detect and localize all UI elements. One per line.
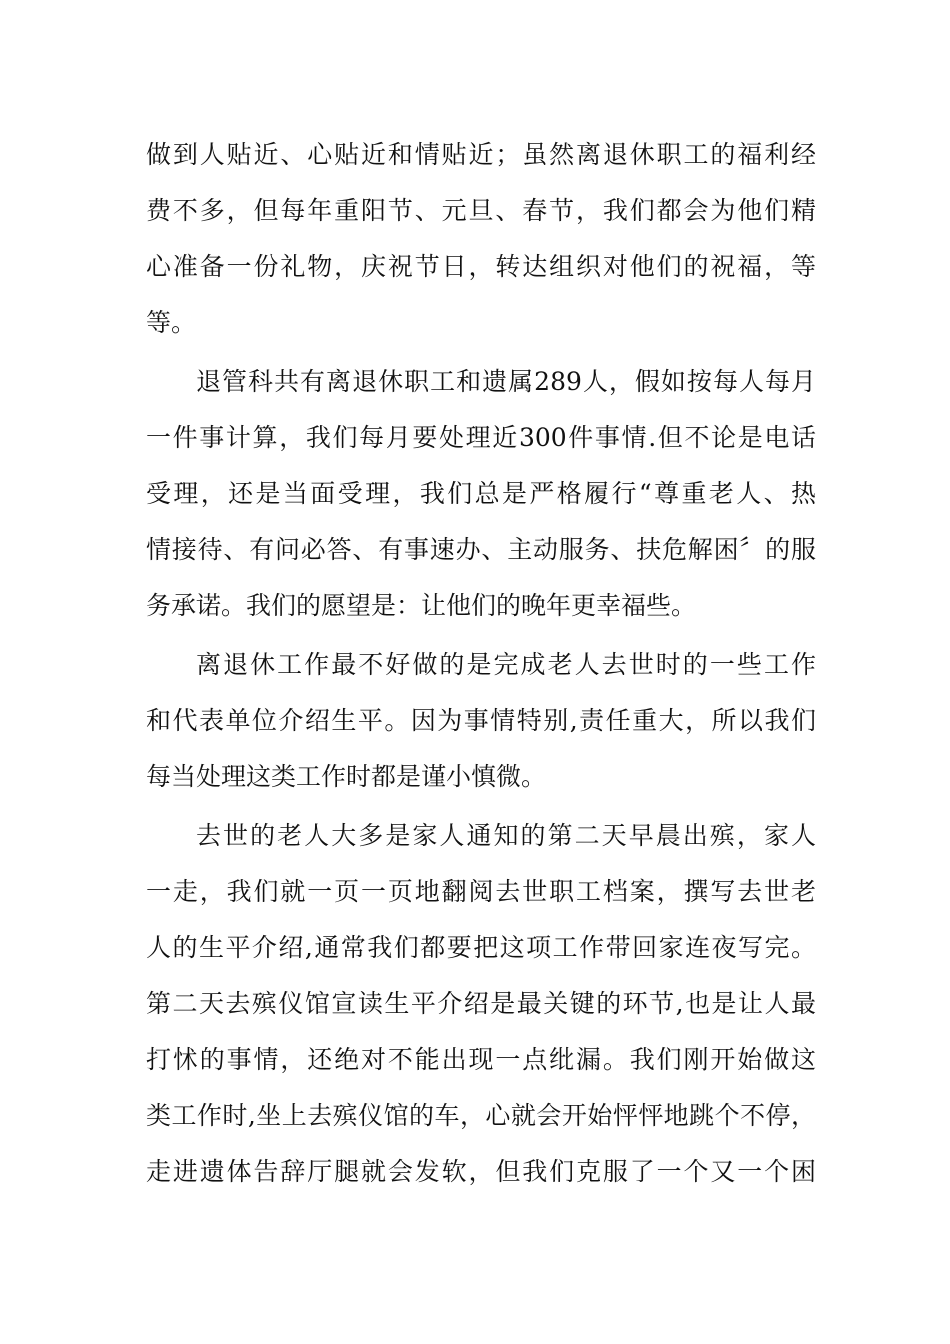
text-line: 和代表单位介绍生平。因为事情特别,责任重大，所以我们 xyxy=(146,706,816,735)
text-line: 打怵的事情，还绝对不能出现一点纰漏。我们刚开始做这 xyxy=(146,1045,816,1074)
text-line: 一件事计算，我们每月要处理近300件事情.但不论是电话 xyxy=(146,423,816,452)
text-line: 第二天去殡仪馆宣读生平介绍是最关键的环节,也是让人最 xyxy=(146,989,816,1018)
text-line: 每当处理这类工作时都是谨小慎微。 xyxy=(146,762,547,791)
text-line: 费不多，但每年重阳节、元旦、春节，我们都会为他们精 xyxy=(146,196,816,225)
text-line: 人的生平介绍,通常我们都要把这项工作带回家连夜写完。 xyxy=(146,933,816,962)
paragraph-first-line: 离退休工作最不好做的是完成老人去世时的一些工作 xyxy=(196,650,816,679)
text-line: 务承诺。我们的愿望是：让他们的晚年更幸福些。 xyxy=(146,591,697,620)
text-line: 心准备一份礼物，庆祝节日，转达组织对他们的祝福，等 xyxy=(146,252,816,281)
text-line: 做到人贴近、心贴近和情贴近；虽然离退休职工的福利经 xyxy=(146,140,816,169)
text-line: 情接待、有问必答、有事速办、主动服务、扶危解困〞的服 xyxy=(146,535,816,564)
text-line: 一走，我们就一页一页地翻阅去世职工档案，撰写去世老 xyxy=(146,877,816,906)
paragraph-first-line: 退管科共有离退休职工和遗属289人，假如按每人每月 xyxy=(196,367,816,396)
text-line: 类工作时,坐上去殡仪馆的车，心就会开始怦怦地跳个不停， xyxy=(146,1101,816,1130)
text-line: 走进遗体告辞厅腿就会发软，但我们克服了一个又一个困 xyxy=(146,1157,816,1186)
text-line: 等。 xyxy=(146,308,197,337)
text-line: 受理，还是当面受理，我们总是严格履行“尊重老人、热 xyxy=(146,479,816,508)
paragraph-first-line: 去世的老人大多是家人通知的第二天早晨出殡，家人 xyxy=(196,821,816,850)
